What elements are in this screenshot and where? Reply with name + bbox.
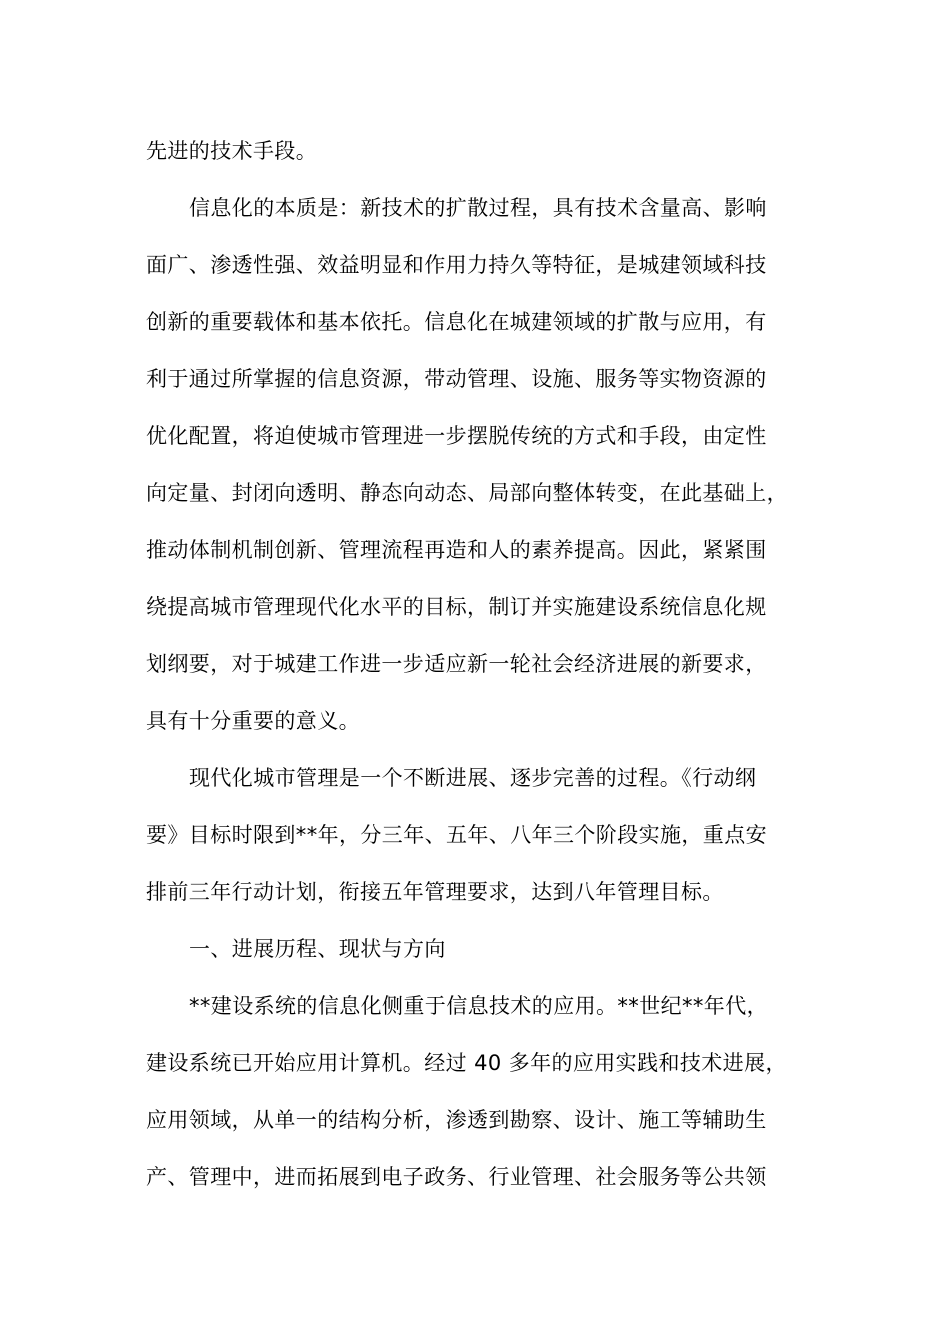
section-heading: 一、进展历程、现状与方向 — [189, 937, 446, 961]
paragraph-first-line: **建设系统的信息化侧重于信息技术的应用。**世纪**年代， — [189, 994, 768, 1018]
text-line: 面广、渗透性强、效益明显和作用力持久等特征，是城建领域科技 — [146, 253, 767, 277]
text-line: 利于通过所掌握的信息资源，带动管理、设施、服务等实物资源的 — [146, 367, 767, 391]
text-line: 绕提高城市管理现代化水平的目标，制订并实施建设系统信息化规 — [146, 595, 767, 619]
paragraph-first-line: 信息化的本质是：新技术的扩散过程，具有技术含量高、影响 — [189, 196, 767, 220]
text-line: 建设系统已开始应用计算机。经过 40 多年的应用实践和技术进展， — [146, 1051, 787, 1075]
text-line: 向定量、封闭向透明、静态向动态、局部向整体转变，在此基础上， — [146, 481, 788, 505]
text-line: 要》目标时限到**年，分三年、五年、八年三个阶段实施，重点安 — [146, 823, 767, 847]
text-line: 产、管理中，进而拓展到电子政务、行业管理、社会服务等公共领 — [146, 1165, 767, 1189]
text-line: 排前三年行动计划，衔接五年管理要求，达到八年管理目标。 — [146, 880, 724, 904]
text-line: 应用领域，从单一的结构分析，渗透到勘察、设计、施工等辅助生 — [146, 1108, 767, 1132]
text-line: 划纲要，对于城建工作进一步适应新一轮社会经济进展的新要求， — [146, 652, 767, 676]
text-line: 具有十分重要的意义。 — [146, 709, 360, 733]
text-line: 优化配置，将迫使城市管理进一步摆脱传统的方式和手段，由定性 — [146, 424, 767, 448]
paragraph-first-line: 现代化城市管理是一个不断进展、逐步完善的过程。《行动纲 — [189, 766, 757, 790]
text-line: 推动体制机制创新、管理流程再造和人的素养提高。因此，紧紧围 — [146, 538, 767, 562]
text-line: 创新的重要载体和基本依托。信息化在城建领域的扩散与应用，有 — [146, 310, 767, 334]
text-line: 先进的技术手段。 — [146, 139, 318, 163]
